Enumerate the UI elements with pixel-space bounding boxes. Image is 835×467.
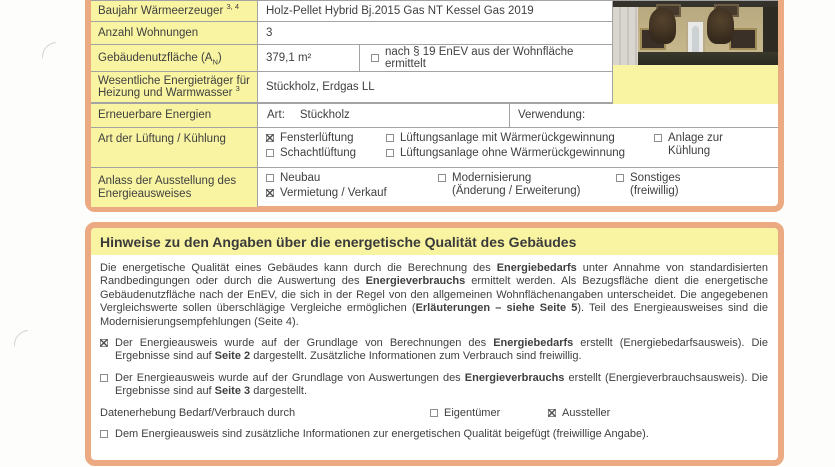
option-bedarfsausweis [100, 337, 768, 364]
checkbox-lueftungsanlage-ohne-wrg[interactable] [386, 149, 394, 157]
tree-left [649, 8, 676, 44]
value-energietraeger: Stückholz, Erdgas LL [266, 80, 375, 93]
checkbox-zusatzinformationen[interactable] [100, 430, 108, 438]
label-gebaeudenutzflaeche: Gebäudenutzfläche $(A_N)$ [91, 45, 258, 71]
option-verbrauchsausweis [100, 372, 768, 399]
checkbox-verbrauchsausweis[interactable] [100, 374, 108, 382]
verwendung-label: Verwendung: [518, 109, 586, 122]
zusatzinformationen-text: Dem Energieausweis sind zusätzliche Informationen zur energetischen Qualität beigefügt (freiwillige Angabe). [115, 428, 649, 441]
option-aussteller [548, 407, 610, 420]
value-anzahl-wohnungen: 3 [266, 26, 273, 39]
option-fensterlueftung [266, 132, 386, 145]
checkbox-nach-par19-enev[interactable] [371, 54, 379, 62]
building-data-table [85, 0, 784, 212]
option-label: Anlage zur Kühlung [668, 132, 723, 157]
checkbox-bedarfsausweis[interactable] [100, 339, 108, 347]
option-eigentuemer [430, 407, 548, 420]
label-baujahr-waermeerzeuger: Baujahr Wärmeerzeuger $^{3, 4}$ [91, 1, 258, 21]
row-anzahl-wohnungen [91, 22, 612, 45]
label-anlass-ausstellung: Anlass der Ausstellung des Energieausweises [91, 168, 258, 207]
option-label: Aussteller [562, 406, 611, 419]
checkbox-modernisierung[interactable] [438, 174, 446, 182]
option-label: Eigentümer [444, 406, 501, 419]
row-erneuerbare-energien [91, 104, 778, 128]
option-vermietung-verkauf [266, 187, 438, 200]
label-erneuerbare-energien: Erneuerbare Energien [91, 104, 258, 127]
building-photo [613, 1, 778, 65]
option-lueftungsanlage-mit-wrg [386, 132, 654, 145]
checkbox-fensterlueftung[interactable] [266, 134, 274, 142]
checkbox-sonstiges[interactable] [616, 174, 624, 182]
option-label: Vermietung / Verkauf [280, 186, 387, 199]
hinweise-intro-paragraph: Die energetische Qualität eines Gebäudes kann durch die Berechnung des Energiebedarfs unter Annahme von standardisierten Randbedingungen oder durch die Auswertung des Energieverbrauchs ermittelt werden. Als Bezugsfläche dient die energetische Gebäudenutzfläche nach der EnEV, die sich in der Regel von den allgemeinen Wohnflächenangaben unterscheidet. Die angegebenen Vergleichswerte sollen überschlägige Vergleiche ermöglichen (Erläuterungen – siehe Seite 5). Teil des Energieausweises sind die Modernisierungsempfehlungen (Seite 4). [100, 262, 769, 328]
option-zusatzinformationen [100, 428, 768, 441]
subscript-n: N [212, 57, 218, 67]
row-baujahr-waermeerzeuger [91, 1, 612, 22]
row-anlass-ausstellung [91, 168, 778, 207]
footnote-marker: 3 [235, 84, 240, 94]
option-label: Modernisierung (Änderung / Erweiterung) [452, 172, 581, 197]
checkbox-schachtlueftung[interactable] [266, 149, 274, 157]
punch-hole-mark-bottom [8, 324, 50, 366]
row-energietraeger [91, 72, 612, 103]
label-lueftung-kuehlung: Art der Lüftung / Kühlung [91, 128, 258, 167]
label-anzahl-wohnungen: Anzahl Wohnungen [91, 22, 258, 44]
door-pane [692, 26, 699, 54]
cell-art [258, 104, 510, 127]
checkbox-eigentuemer[interactable] [430, 409, 438, 417]
checkbox-aussteller[interactable] [548, 409, 556, 417]
option-label: Schachtlüftung [280, 146, 357, 159]
row-lueftung-kuehlung [91, 128, 778, 168]
option-nach-par19-enev [360, 45, 612, 71]
datenerhebung-label: Datenerhebung Bedarf/Verbrauch durch [100, 406, 296, 419]
art-label: Art: [267, 109, 285, 122]
cell-verwendung [510, 104, 778, 127]
building-photo-cell [612, 1, 778, 104]
checkbox-vermietung-verkauf[interactable] [266, 189, 274, 197]
checkbox-lueftungsanlage-mit-wrg[interactable] [386, 134, 394, 142]
row-gebaeudenutzflaeche [91, 45, 612, 72]
label-energietraeger: Wesentliche Energieträger für Heizung und Warmwasser $^3$ [91, 72, 258, 102]
hedge [638, 52, 778, 65]
punch-hole-mark-top [36, 36, 78, 78]
checkbox-neubau[interactable] [266, 174, 274, 182]
option-neubau [266, 172, 438, 185]
option-lueftungsanlage-ohne-wrg [386, 147, 654, 160]
verbrauchsausweis-text: Der Energieausweis wurde auf der Grundlage von Auswertungen des Energieverbrauchs erstellt (Energieverbrauchsausweis). Die Ergebnisse sind auf Seite 3 dargestellt. [115, 371, 769, 398]
anlass-options [258, 168, 778, 207]
art-value: Stückholz [299, 109, 350, 122]
bedarfsausweis-text: Der Energieausweis wurde auf der Grundlage von Berechnungen des Energiebedarfs erstellt (Energiebedarfsausweis). Die Ergebnisse sind auf Seite 2 dargestellt. Zusätzliche Informationen zum Verbrauch sind freiwillig. [115, 337, 768, 363]
datenerhebung-row [100, 407, 768, 420]
lueftung-options [258, 128, 778, 167]
option-schachtlueftung [266, 147, 386, 160]
value-baujahr-waermeerzeuger: Holz-Pellet Hybrid Bj.2015 Gas NT Kessel Gas 2019 [266, 4, 534, 17]
option-label: Lüftungsanlage ohne Wärmerückgewinnung [400, 146, 626, 159]
hinweise-section [85, 222, 784, 466]
option-label: Lüftungsanlage mit Wärmerückgewinnung [400, 132, 615, 144]
option-label: Neubau [280, 172, 321, 184]
option-anlage-zur-kuehlung [654, 132, 778, 157]
footnote-marker: 3, 4 [226, 1, 239, 11]
checkbox-label-nach-par19-enev: nach § 19 EnEV aus der Wohnfläche ermittelt [385, 45, 574, 70]
option-label: Fensterlüftung [280, 132, 354, 144]
hinweise-title: Hinweise zu den Angaben über die energetische Qualität des Gebäudes [91, 228, 778, 255]
option-modernisierung [438, 172, 616, 197]
neighbor-building [613, 1, 638, 65]
checkbox-anlage-zur-kuehlung[interactable] [654, 134, 662, 142]
tree-right [707, 8, 734, 44]
option-sonstiges [616, 172, 778, 197]
roof-edge [613, 1, 778, 7]
value-gebaeudenutzflaeche: 379,1 m² [258, 45, 360, 71]
option-label: Sonstiges (freiwillig) [630, 172, 681, 197]
